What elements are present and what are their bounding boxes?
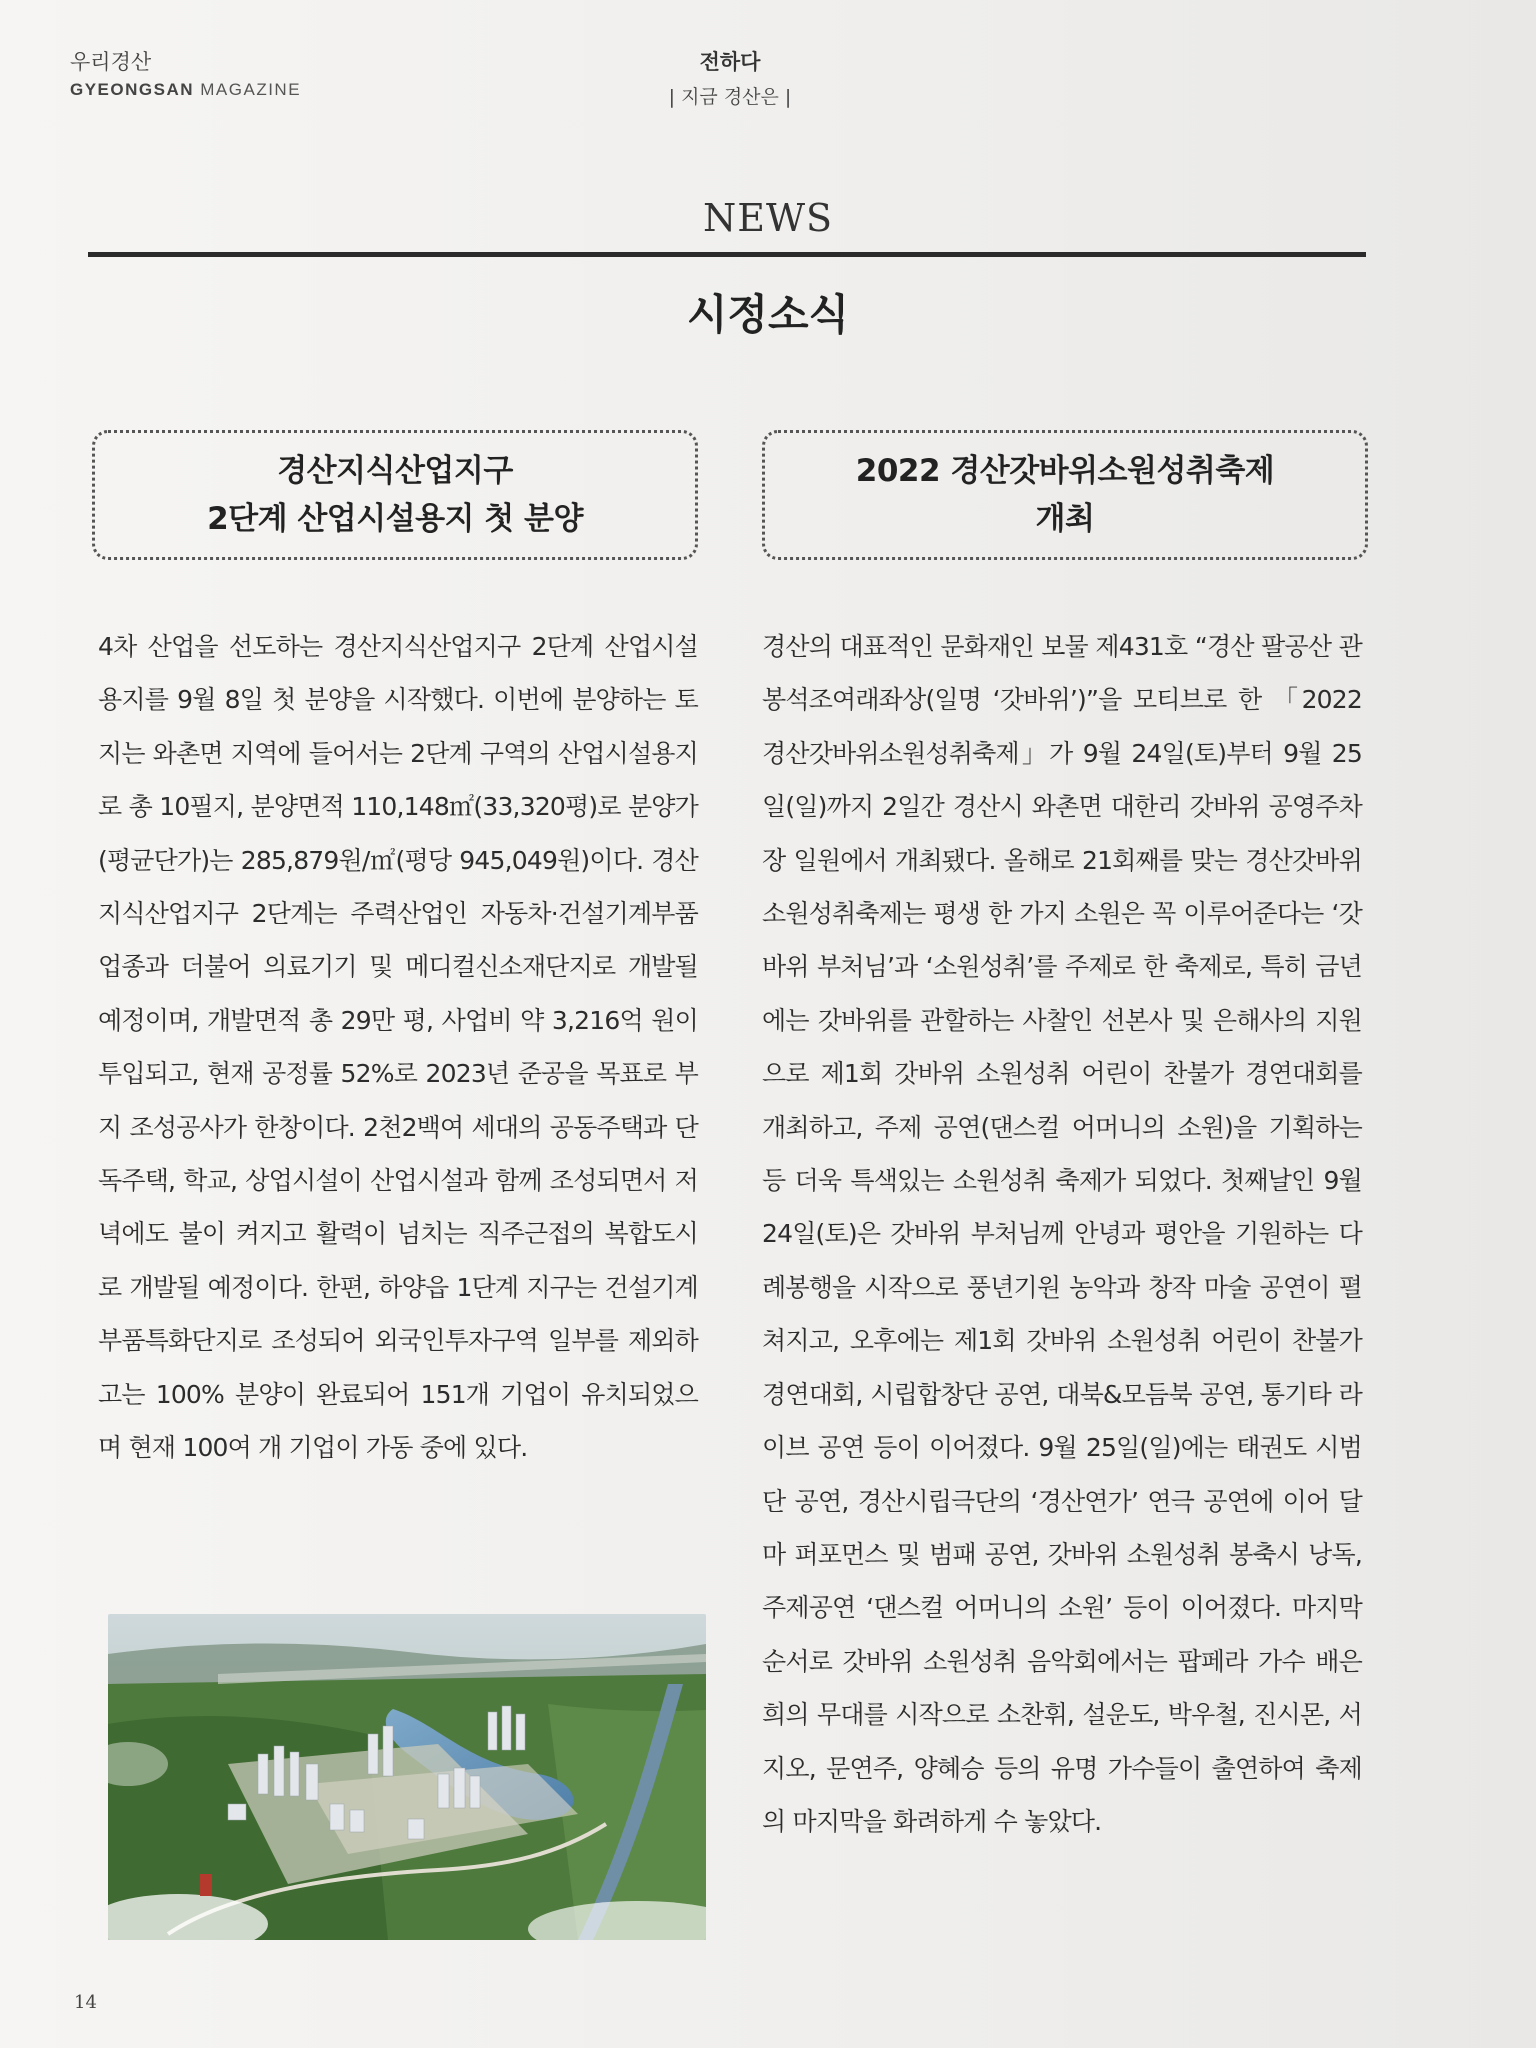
article-1-body: 4차 산업을 선도하는 경산지식산업지구 2단계 산업시설용지를 9월 8일 첫 분양을 시작했다. 이번에 분양하는 토지는 와촌면 지역에 들어서는 2단계 구역의 산업시설용지로 총 10필지, 분양면적 110,148㎡(33,320평)로 분양가(평균단가)는 285,879원/㎡(평당 945,049원)이다. 경산지식산업지구 2단계는 주력산업인 자동차·건설기계부품업종과 더불어 의료기기 및 메디컬신소재단지로 개발될 예정이며, 개발면적 총 29만 평, 사업비 약 3,216억 원이 투입되고, 현재 공정률 52%로 2023년 준공을 목표로 부지 조성공사가 한창이다. 2천2백여 세대의 공동주택과 단독주택, 학교, 상업시설이 산업시설과 함께 조성되면서 저녁에도 불이 켜지고 활력이 넘치는 직주근접의 복합도시로 개발될 예정이다. 한편, 하양읍 1단계 지구는 건설기계부품특화단지로 조성되어 외국인투자구역 일부를 제외하고는 100% 분양이 완료되어 151개 기업이 유치되었으며 현재 100여 개 기업이 가동 중에 있다. bbox=[98, 632, 698, 1463]
article-2-body: 경산의 대표적인 문화재인 보물 제431호 “경산 팔공산 관봉석조여래좌상(일명 ‘갓바위’)”을 모티브로 한 「2022 경산갓바위소원성취축제」가 9월 24일(토)부터 9월 25일(일)까지 2일간 경산시 와촌면 대한리 갓바위 공영주차장 일원에서 개최됐다. 올해로 21회째를 맞는 경산갓바위소원성취축제는 평생 한 가지 소원은 꼭 이루어준다는 ‘갓바위 부처님’과 ‘소원성취’를 주제로 한 축제로, 특히 금년에는 갓바위를 관할하는 사찰인 선본사 및 은해사의 지원으로 제1회 갓바위 소원성취 어린이 찬불가 경연대회를 개최하고, 주제 공연(댄스컬 어머니의 소원)을 기획하는 등 더욱 특색있는 소원성취 축제가 되었다. 첫째날인 9월 24일(토)은 갓바위 부처님께 안녕과 평안을 기원하는 다례봉행을 시작으로 풍년기원 농악과 창작 마술 공연이 펼쳐지고, 오후에는 제1회 갓바위 소원성취 어린이 찬불가 경연대회, 시립합창단 공연, 대북&모듬북 공연, 통기타 라이브 공연 등이 이어졌다. 9월 25일(일)에는 태권도 시범단 공연, 경산시립극단의 ‘경산연가’ 연극 공연에 이어 달마 퍼포먼스 및 범패 공연, 갓바위 소원성취 봉축시 낭독, 주제공연 ‘댄스컬 어머니의 소원’ 등이 이어졌다. 마지막 순서로 갓바위 소원성취 음악회에서는 팝페라 가수 배은희의 무대를 시작으로 소찬휘, 설운도, 박우철, 진시몬, 서지오, 문연주, 양혜승 등의 유명 가수들이 출연하여 축제의 마지막을 화려하게 수 놓았다. bbox=[762, 632, 1362, 1836]
article-1-title-box bbox=[92, 430, 698, 560]
article-1-title-line2: 2단계 산업시설용지 첫 분양 bbox=[207, 501, 583, 537]
magazine-name-english-rest: MAGAZINE bbox=[200, 80, 302, 99]
magazine-name-english-bold: GYEONGSAN bbox=[70, 80, 195, 99]
section-header bbox=[560, 46, 900, 109]
page-title: 시정소식 bbox=[686, 290, 850, 339]
logo-mark-icon bbox=[200, 1874, 212, 1896]
section-name: 전하다 bbox=[699, 50, 761, 74]
magazine-name-english bbox=[70, 80, 301, 100]
news-label: NEWS bbox=[702, 196, 834, 240]
article-2-title-line2: 개최 bbox=[1035, 501, 1095, 537]
article-1-title-line1: 경산지식산업지구 bbox=[277, 453, 513, 489]
magazine-masthead bbox=[70, 46, 301, 100]
aerial-city-illustration bbox=[108, 1614, 706, 1940]
section-subtitle: | 지금 경산은 | bbox=[668, 86, 792, 108]
article-2-title-line1: 2022 경산갓바위소원성취축제 bbox=[855, 453, 1275, 489]
magazine-name-korean: 우리경산 bbox=[70, 50, 152, 74]
page-number: 14 bbox=[74, 1992, 97, 2013]
aerial-rendering-image bbox=[108, 1614, 706, 1940]
header-rule bbox=[88, 252, 1366, 257]
article-2-title-box bbox=[762, 430, 1368, 560]
